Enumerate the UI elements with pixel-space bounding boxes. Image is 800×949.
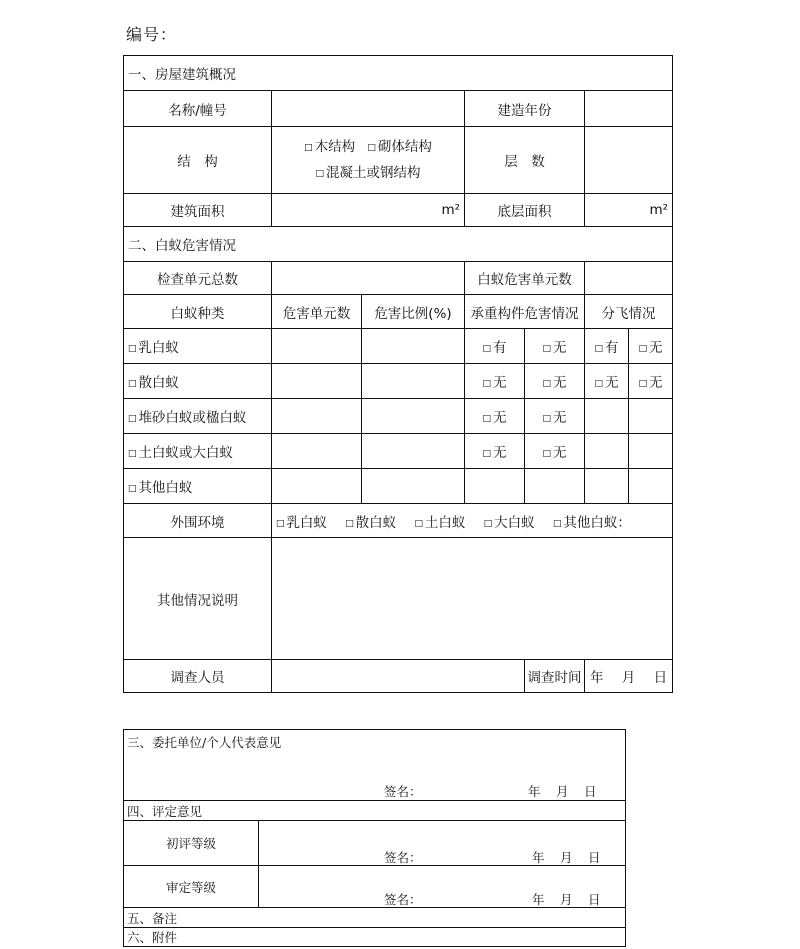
section-termite-damage-title: 二、白蚁危害情况 <box>124 227 673 262</box>
total-units-field[interactable] <box>272 262 465 295</box>
swarm-empty-cell <box>585 434 629 469</box>
initial-grade-field[interactable] <box>259 821 626 866</box>
damage-ratio-cell[interactable] <box>362 364 465 399</box>
swarm-empty-cell <box>585 399 629 434</box>
damage-units-cell[interactable] <box>272 434 362 469</box>
structure-option-wood[interactable]: ☐ 木结构 <box>304 139 356 155</box>
sign-label: 签名： <box>384 850 422 865</box>
damage-ratio-cell[interactable] <box>362 399 465 434</box>
checkbox-icon: ☐ <box>128 340 137 356</box>
col-header-species: 白蚁种类 <box>124 295 272 329</box>
species-option-reticulitermes[interactable]: ☐ 散白蚁 <box>124 364 272 399</box>
date-year-label: 年 <box>528 784 541 799</box>
checkbox-icon: ☐ <box>414 514 423 531</box>
checkbox-icon: ☐ <box>315 165 324 181</box>
struct-option-cell[interactable]: ☐ 无 <box>525 434 585 469</box>
table-row <box>124 434 673 469</box>
checkbox-icon: ☐ <box>552 514 562 531</box>
date-month-label: 月 <box>560 850 573 865</box>
surroundings-label: 外围环境 <box>124 504 272 538</box>
building-area-label: 建筑面积 <box>124 194 272 227</box>
struct-option-cell[interactable]: ☐ 无 <box>465 434 525 469</box>
swarm-empty-cell <box>629 399 673 434</box>
col-header-structural-damage: 承重构件危害情况 <box>465 295 585 329</box>
struct-empty-cell[interactable] <box>465 469 525 504</box>
surroundings-option-soil[interactable]: ☐ 土白蚁 <box>414 514 466 531</box>
floors-field[interactable] <box>585 127 673 194</box>
sign-label: 签名： <box>384 784 422 799</box>
checkbox-icon: ☐ <box>367 139 376 155</box>
building-area-field[interactable] <box>272 194 465 227</box>
checkbox-icon: ☐ <box>638 340 647 356</box>
swarm-empty-cell <box>629 469 673 504</box>
damaged-units-field[interactable] <box>585 262 673 295</box>
surroundings-option-reticulitermes[interactable]: ☐ 散白蚁 <box>345 514 397 531</box>
struct-empty-cell[interactable] <box>525 469 585 504</box>
build-year-label: 建造年份 <box>465 91 585 127</box>
final-grade-label: 审定等级 <box>124 866 259 908</box>
section-evaluation-title: 四、评定意见 <box>124 801 626 821</box>
species-option-drywood[interactable]: ☐ 堆砂白蚁或楹白蚁 <box>124 399 272 434</box>
ground-area-field[interactable] <box>585 194 673 227</box>
structure-label: 结 构 <box>124 127 272 194</box>
damage-units-cell[interactable] <box>272 399 362 434</box>
section-client-opinion-title: 三、委托单位/个人代表意见 <box>127 735 282 750</box>
col-header-damage-units: 危害单元数 <box>272 295 362 329</box>
checkbox-icon: ☐ <box>482 340 491 356</box>
survey-date-field[interactable]: 年 月 日 <box>585 660 673 693</box>
struct-option-cell[interactable]: ☐ 有 <box>465 329 525 364</box>
damage-ratio-cell[interactable] <box>362 329 465 364</box>
floors-label: 层 数 <box>465 127 585 194</box>
swarm-option-cell[interactable]: ☐ 无 <box>629 364 673 399</box>
struct-option-cell[interactable]: ☐ 无 <box>525 329 585 364</box>
ground-area-label: 底层面积 <box>465 194 585 227</box>
date-day-label: 日 <box>584 784 597 799</box>
species-option-other[interactable]: ☐ 其他白蚁 <box>124 469 272 504</box>
date-day-label: 日 <box>588 892 601 907</box>
struct-option-cell[interactable]: ☐ 无 <box>465 399 525 434</box>
section-attachments-title: 六、附件 <box>124 928 626 947</box>
survey-time-label: 调查时间 <box>525 660 585 693</box>
table-row <box>124 469 673 504</box>
swarm-option-cell[interactable]: ☐ 无 <box>629 329 673 364</box>
checkbox-icon: ☐ <box>483 514 493 531</box>
checkbox-icon: ☐ <box>128 375 137 391</box>
other-notes-field[interactable] <box>272 538 673 660</box>
col-header-swarming: 分飞情况 <box>585 295 673 329</box>
col-header-damage-ratio: 危害比例(%) <box>362 295 465 329</box>
client-opinion-cell[interactable] <box>124 730 626 801</box>
checkbox-icon: ☐ <box>276 514 285 531</box>
swarm-empty-cell <box>629 434 673 469</box>
checkbox-icon: ☐ <box>482 410 491 426</box>
date-day-label: 日 <box>588 850 601 865</box>
initial-grade-label: 初评等级 <box>124 821 259 866</box>
date-month-label: 月 <box>556 784 569 799</box>
opinion-table <box>123 729 626 947</box>
final-grade-field[interactable] <box>259 866 626 908</box>
struct-option-cell[interactable]: ☐ 无 <box>525 364 585 399</box>
table-row <box>124 364 673 399</box>
checkbox-icon: ☐ <box>594 340 603 356</box>
checkbox-icon: ☐ <box>542 410 551 426</box>
build-year-field[interactable] <box>585 91 673 127</box>
date-month-label: 月 <box>560 892 573 907</box>
table-row <box>124 399 673 434</box>
unit-label: m² <box>649 202 669 218</box>
structure-options <box>272 127 465 194</box>
sign-label: 签名： <box>384 892 422 907</box>
checkbox-icon: ☐ <box>542 445 551 461</box>
checkbox-icon: ☐ <box>594 375 603 391</box>
date-year-label: 年 <box>532 892 545 907</box>
name-label: 名称/幢号 <box>124 91 272 127</box>
surroundings-option-macrotermes[interactable]: ☐ 大白蚁 <box>483 514 535 531</box>
damage-units-cell[interactable] <box>272 364 362 399</box>
building-survey-table <box>123 55 673 693</box>
checkbox-icon: ☐ <box>482 445 491 461</box>
species-option-formosan[interactable]: ☐ 乳白蚁 <box>124 329 272 364</box>
checkbox-icon: ☐ <box>345 514 354 531</box>
unit-label: m² <box>441 202 460 218</box>
total-units-label: 检查单元总数 <box>124 262 272 295</box>
checkbox-icon: ☐ <box>638 375 647 391</box>
checkbox-icon: ☐ <box>128 410 137 426</box>
damage-ratio-cell[interactable] <box>362 469 465 504</box>
surveyor-field[interactable] <box>272 660 525 693</box>
damage-units-cell[interactable] <box>272 329 362 364</box>
structure-option-masonry[interactable]: ☐ 砌体结构 <box>367 139 432 155</box>
swarm-option-cell[interactable]: ☐ 无 <box>585 364 629 399</box>
surroundings-option-formosan[interactable]: ☐ 乳白蚁 <box>276 514 327 531</box>
damage-units-cell[interactable] <box>272 469 362 504</box>
checkbox-icon: ☐ <box>542 375 551 391</box>
checkbox-icon: ☐ <box>482 375 491 391</box>
species-option-odontotermes[interactable]: ☐ 土白蚁或大白蚁 <box>124 434 272 469</box>
name-field[interactable] <box>272 91 465 127</box>
surroundings-option-other[interactable]: ☐ 其他白蚁： <box>552 514 631 531</box>
other-notes-label: 其他情况说明 <box>124 538 272 660</box>
struct-option-cell[interactable]: ☐ 无 <box>525 399 585 434</box>
swarm-empty-cell <box>585 469 629 504</box>
damaged-units-label: 白蚁危害单元数 <box>465 262 585 295</box>
table-row <box>124 329 673 364</box>
document-number-label: 编号： <box>126 25 178 44</box>
section-remarks-title: 五、备注 <box>124 908 626 928</box>
structure-option-concrete-steel[interactable]: ☐ 混凝土或钢结构 <box>315 165 421 181</box>
surveyor-label: 调查人员 <box>124 660 272 693</box>
checkbox-icon: ☐ <box>304 139 313 155</box>
checkbox-icon: ☐ <box>128 445 137 461</box>
swarm-option-cell[interactable]: ☐ 有 <box>585 329 629 364</box>
checkbox-icon: ☐ <box>542 340 551 356</box>
surroundings-options <box>272 504 673 538</box>
damage-ratio-cell[interactable] <box>362 434 465 469</box>
checkbox-icon: ☐ <box>128 480 137 496</box>
section-building-overview-title: 一、房屋建筑概况 <box>124 56 673 91</box>
date-year-label: 年 <box>532 850 545 865</box>
struct-option-cell[interactable]: ☐ 无 <box>465 364 525 399</box>
